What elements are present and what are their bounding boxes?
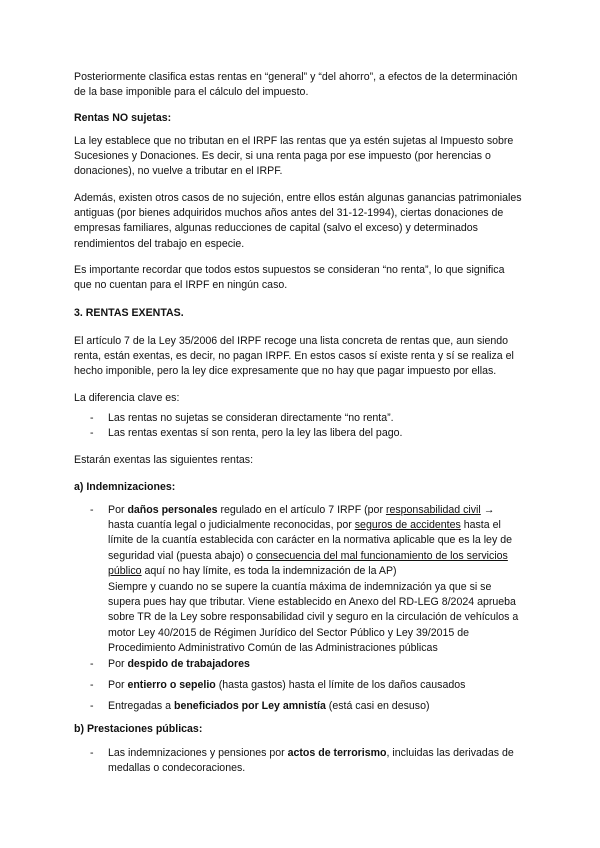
- prestaciones-heading: b) Prestaciones públicas:: [74, 723, 203, 735]
- rentas-exentas-heading: 3. RENTAS EXENTAS.: [74, 307, 184, 319]
- no-sujetas-paragraph-2: Además, existen otros casos de no sujeción, entre ellos están algunas ganancias patrimoniales antiguas (por bienes adquiridos muchos años antes del 31-12-1994), ciertas donaciones de empresas familiares, algunas reducciones de capital (salvo el exceso) y determinados rendimientos del trabajo en especie.: [74, 192, 522, 250]
- no-sujetas-paragraph-3: Es importante recordar que todos estos supuestos se consideran “no renta”, lo que significa que no cuentan para el IRPF en ningún caso.: [74, 264, 505, 292]
- rentas-exentas-paragraph: El artículo 7 de la Ley 35/2006 del IRPF recoge una lista concreta de rentas que, aun siendo renta, están exentas, es decir, no pagan IRPF. En estos casos sí existe renta y sí se realiza el hecho imponible, pero la ley dice expresamente que no hay que pagar impuesto por ellas.: [74, 335, 514, 378]
- intro-paragraph: Posteriormente clasifica estas rentas en “general” y “del ahorro”, a efectos de la determinación de la base imponible para el cálculo del impuesto.: [74, 71, 518, 99]
- no-sujetas-paragraph-1: La ley establece que no tributan en el IRPF las rentas que ya estén sujetas al Impuesto sobre Sucesiones y Donaciones. Es decir, si una renta paga por ese impuesto (por herencias o donaciones), no vuelve a tributar en el IRPF.: [74, 135, 514, 178]
- indemnizacion-amnistia: Entregadas a beneficiados por Ley amnistía (está casi en desuso): [108, 700, 430, 712]
- diferencia-clave-text: La diferencia clave es:: [74, 392, 180, 404]
- indemnizacion-despido: Por despido de trabajadores: [108, 658, 250, 670]
- bullet-dash: -: [90, 412, 94, 424]
- bullet-dash: -: [90, 700, 94, 712]
- indemnizacion-nota: Siempre y cuando no se supere la cuantía máxima de indemnización ya que si se supera pues hay que tributar. Viene establecido en Anexo del RD-LEG 8/2024 aprueba sobre TR de la Ley sobre responsabilidad civil y seguro en la circulación de vehículos a motor Ley 40/2015 de Régimen Jurídico del Sector Público y Ley 39/2015 de Procedimiento Administrativo Común de las Administraciones públicas: [108, 581, 519, 654]
- bullet-dash: -: [90, 658, 94, 670]
- no-sujetas-heading: Rentas NO sujetas:: [74, 112, 172, 124]
- bullet-dash: -: [90, 747, 94, 759]
- prestacion-terrorismo: Las indemnizaciones y pensiones por actos de terrorismo, incluidas las derivadas de medallas o condecoraciones.: [108, 747, 514, 775]
- bullet-dash: -: [90, 427, 94, 439]
- diferencia-item-2: Las rentas exentas sí son renta, pero la ley las libera del pago.: [108, 427, 403, 439]
- indemnizaciones-heading: a) Indemnizaciones:: [74, 481, 176, 493]
- estaran-exentas-text: Estarán exentas las siguientes rentas:: [74, 454, 254, 466]
- diferencia-item-1: Las rentas no sujetas se consideran directamente “no renta”.: [108, 412, 394, 424]
- indemnizacion-entierro: Por entierro o sepelio (hasta gastos) hasta el límite de los daños causados: [108, 679, 466, 691]
- bullet-dash: -: [90, 504, 94, 516]
- bullet-dash: -: [90, 679, 94, 691]
- indemnizacion-danos-personales: Por daños personales regulado en el artículo 7 IRPF (por responsabilidad civil → hasta cuantía legal o judicialmente reconocidas, por seguros de accidentes hasta el límite de la cuantía establecida con carácter en la normativa aplicable que es la ley de seguridad vial (puesta abajo) o consecuencia del mal funcionamiento de los servicios público aquí no hay límite, es toda la indemnización de la AP): [108, 504, 512, 577]
